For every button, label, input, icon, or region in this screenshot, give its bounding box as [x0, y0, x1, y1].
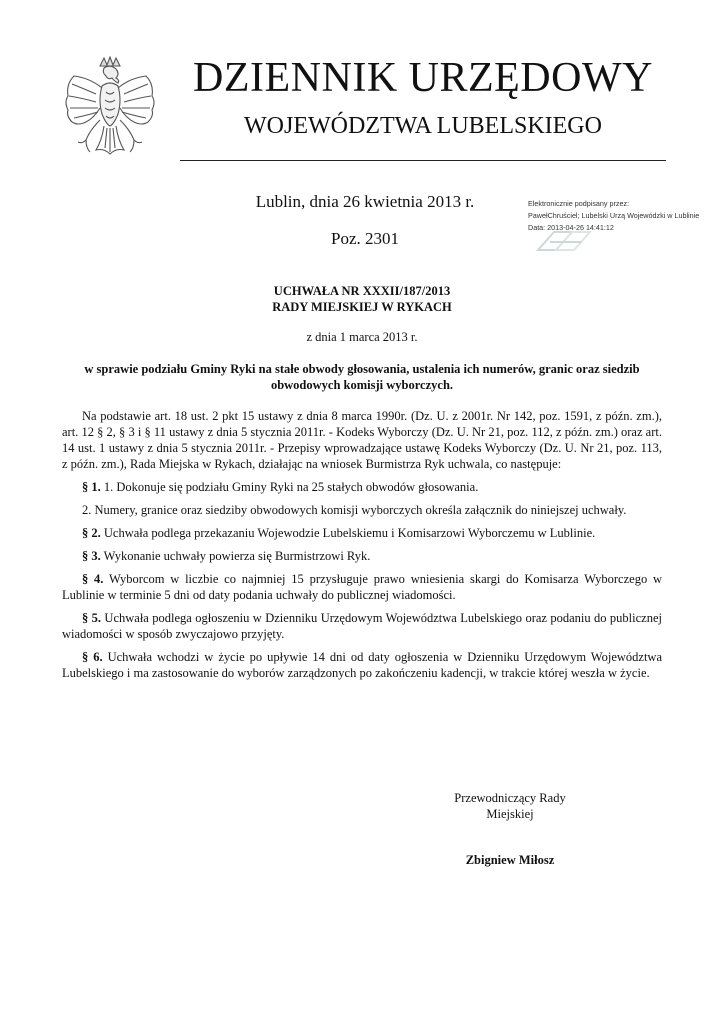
paragraph-2-text: Uchwała podlega przekazaniu Wojewodzie Lubelskiemu i Komisarzowi Wyborczemu w Lublinie. — [100, 526, 596, 540]
resolution-body — [62, 408, 662, 688]
signatory-name: Zbigniew Miłosz — [465, 853, 555, 867]
journal-subtitle: WOJEWÓDZTWA LUBELSKIEGO — [244, 113, 602, 139]
section-mark-6: § 6. — [82, 650, 103, 664]
paragraph-6 — [62, 649, 662, 681]
section-mark-2: § 2. — [82, 526, 101, 540]
journal-title: DZIENNIK URZĘDOWY — [193, 55, 653, 101]
polish-eagle-emblem-icon — [60, 56, 160, 168]
paragraph-1-text: 1. Dokonuje się podziału Gminy Ryki na 25 stałych obwodów głosowania. — [100, 480, 479, 494]
paragraph-3 — [62, 548, 662, 564]
electronic-signature-stamp — [528, 198, 708, 258]
paragraph-4-text: Wyborcom w liczbie co najmniej 15 przysługuje prawo wniesienia skargi do Komisarza Wyborczego w Lublinie w terminie 5 dni od daty podania uchwały do publicznej wiadomości. — [62, 572, 663, 602]
esig-line-signed-by: Elektronicznie podpisany przez: — [528, 199, 630, 208]
header-divider — [180, 160, 666, 161]
resolution-date: z dnia 1 marca 2013 r. — [306, 330, 418, 344]
signatory-title — [430, 790, 590, 822]
paragraph-1 — [62, 479, 662, 495]
resolution-heading — [62, 283, 662, 315]
paragraph-2 — [62, 525, 662, 541]
paragraph-4 — [62, 571, 662, 603]
esig-line-signer: PawełChruściel; Lubelski Urzą Wojewódzki w Lublinie — [528, 211, 700, 220]
resolution-authority: RADY MIEJSKIEJ W RYKACH — [272, 300, 452, 314]
section-mark-1: § 1. — [82, 480, 101, 494]
paragraph-6-text: Uchwała wchodzi w życie po upływie 14 dni od daty ogłoszenia w Dzienniku Urzędowym Województwa Lubelskiego i ma zastosowanie do wyborów zarządzonych po zakończeniu kadencji, w trakcie której weszła w życie. — [62, 650, 663, 680]
resolution-subject: w sprawie podziału Gminy Ryki na stałe obwody głosowania, ustalenia ich numerów, granic oraz siedzib obwodowych komisji wyborczych. — [84, 362, 640, 392]
paragraph-5-text: Uchwała podlega ogłoszeniu w Dzienniku Urzędowym Województwa Lubelskiego oraz podaniu do publicznej wiadomości w sposób zwyczajowo przyjęty. — [62, 611, 662, 641]
e-signature-logo-icon — [532, 222, 598, 256]
signatory-title-line-2: Miejskiej — [486, 807, 534, 821]
esig-line-date: Data: 2013-04-26 14:41:12 — [528, 223, 614, 232]
paragraph-5 — [62, 610, 662, 642]
place-date: Lublin, dnia 26 kwietnia 2013 r. — [255, 192, 475, 211]
paragraph-1-point-2: 2. Numery, granice oraz siedziby obwodowych komisji wyborczych określa załącznik do niniejszej uchwały. — [82, 503, 627, 517]
signatory-title-line-1: Przewodniczący Rady — [454, 791, 566, 805]
section-mark-3: § 3. — [82, 549, 101, 563]
resolution-number: UCHWAŁA NR XXXII/187/2013 — [273, 284, 451, 298]
preamble-paragraph: Na podstawie art. 18 ust. 2 pkt 15 ustawy z dnia 8 marca 1990r. (Dz. U. z 2001r. Nr 142, poz. 1591, z późn. zm.), art. 12 § 2, § 3 i § 11 ustawy z dnia 5 stycznia 2011r. - Kodeks Wyborczy (Dz. U. Nr 21, poz. 112, z późn. zm.) oraz art. 14 ust. 1 ustawy z dnia 5 stycznia 2011r. - Przepisy wprowadzające ustawę Kodeks Wyborczy (Dz. U. Nr 21, poz. 113, z późn. zm.), Rada Miejska w Rykach, działając na wniosek Burmistrza Ryk uchwala, co następuje: — [62, 409, 662, 471]
paragraph-3-text: Wykonanie uchwały powierza się Burmistrzowi Ryk. — [100, 549, 371, 563]
position-number: Poz. 2301 — [331, 229, 399, 248]
section-mark-5: § 5. — [82, 611, 102, 625]
section-mark-4: § 4. — [82, 572, 104, 586]
